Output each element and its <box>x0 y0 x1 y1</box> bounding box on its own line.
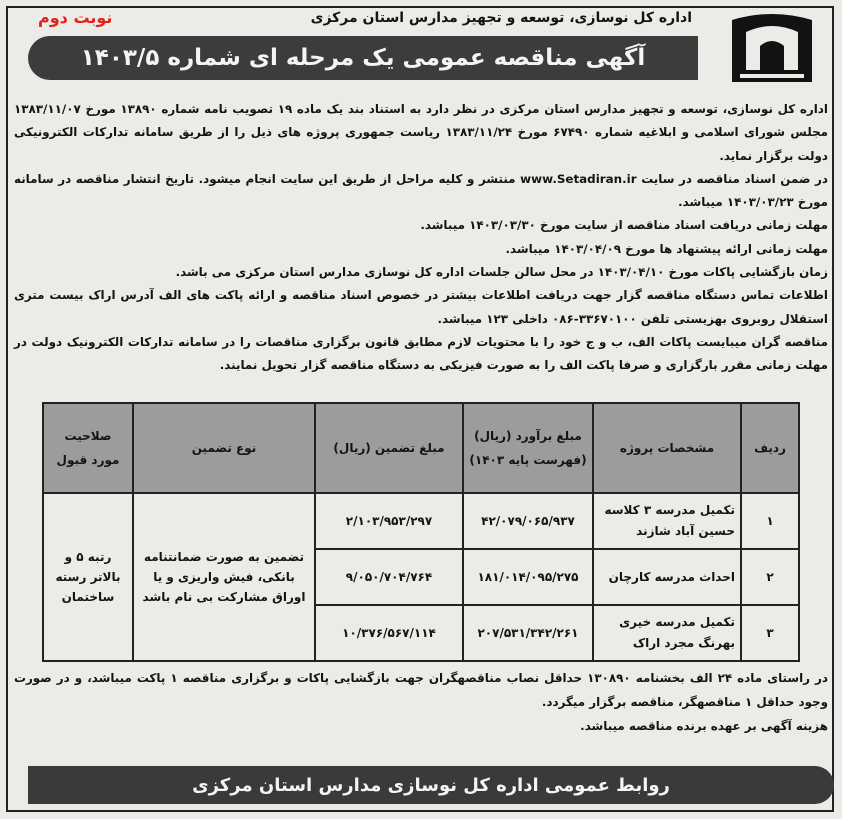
project-name: احداث مدرسه کارچان <box>593 549 741 605</box>
header-qualification: صلاحیت مورد قبول <box>43 403 133 493</box>
guarantee-amount: ۱۰/۳۷۶/۵۶۷/۱۱۴ <box>315 605 463 661</box>
header-estimate-line1: مبلغ برآورد (ریال) <box>474 429 582 443</box>
documents-text-end: منتشر و کلیه مراحل از طریق این سایت انجام میشود. تاریخ انتشار مناقصه در سامانه مورخ ۱۴۰۳/۰۳/۲۳ میباشد. <box>14 171 828 210</box>
organization-name: اداره کل نوسازی، توسعه و تجهیز مدارس استان مرکزی <box>310 10 692 26</box>
public-relations-signature: روابط عمومی اداره کل نوسازی مدارس استان مرکزی <box>192 774 670 796</box>
opening-time: زمان بازگشایی پاکات مورخ ۱۴۰۳/۰۴/۱۰ در محل سالن جلسات اداره کل نوسازی مدارس استان مرکزی می باشد. <box>175 265 828 280</box>
notice-body <box>14 98 828 378</box>
submission-instructions: مناقصه گران میبایست پاکات الف، ب و ج خود را با محتویات لازم مطابق قانون برگزاری مناقصات را در سامانه تدارکات الکترونیک دولت در مهلت زمانی مقرر بارگزاری و صرفا پاکت الف را به صورت فیزیکی به دستگاه مناقصه گزار تحویل نمایند. <box>14 334 828 373</box>
title-banner <box>28 36 698 80</box>
row-number: ۲ <box>741 549 799 605</box>
header-estimate-line2: (فهرست پایه ۱۴۰۳) <box>469 453 587 467</box>
header-row-number: ردیف <box>741 403 799 493</box>
publication-round-label: نوبت دوم <box>38 8 113 27</box>
project-name: تکمیل مدرسه ۳ کلاسه حسین آباد شازند <box>593 493 741 549</box>
proposal-deadline: مهلت زمانی ارائه پیشنهاد ها مورخ ۱۴۰۳/۰۴/۰۹ میباشد. <box>505 241 828 256</box>
documents-text-start: در ضمن اسناد مناقصه در سایت <box>641 171 828 186</box>
organization-emblem-icon <box>716 12 828 86</box>
table-row <box>43 493 799 549</box>
table-header-row <box>43 403 799 493</box>
contact-info: اطلاعات تماس دستگاه مناقصه گزار جهت دریافت اطلاعات بیشتر در خصوص اسناد مناقصه و ارائه پاکت های الف آدرس اراک بیست متری استقلال روبروی بهزیستی تلفن ۳۳۶۷۰۱۰۰-۰۸۶ داخلی ۱۲۳ میباشد. <box>14 288 828 326</box>
documents-paragraph <box>14 168 828 215</box>
qualification: رتبه ۵ و بالاتر رسته ساختمان <box>43 493 133 661</box>
projects-table <box>42 402 800 662</box>
quorum-note: در راستای ماده ۲۴ الف بخشنامه ۱۳۰۸۹۰ حداقل نصاب مناقصهگران جهت بازگشایی پاکات و برگزاری مناقصه ۱ پاکت میباشد، و در صورت وجود حداقل ۱ مناقصهگر، مناقصه برگزار میگردد. <box>14 671 829 709</box>
document-deadline: مهلت زمانی دریافت اسناد مناقصه از سایت مورخ ۱۴۰۳/۰۳/۳۰ میباشد. <box>420 218 828 233</box>
notice-title: آگهی مناقصه عمومی یک مرحله ای شماره ۱۴۰۳/۵ <box>80 45 646 71</box>
intro-paragraph: اداره کل نوسازی، توسعه و تجهیز مدارس استان مرکزی در نظر دارد به استناد بند یک ماده ۱۹ تصویب نامه شماره ۱۳۸۹۰ مورخ ۱۳۸۳/۱۱/۰۷ مجلس شورای اسلامی و ابلاغیه شماره ۶۷۴۹۰ مورخ ۱۳۸۳/۱۱/۲۴ ریاست جمهوری پروژه های ذیل را از طریق سامانه تدارکات الکترونیکی دولت برگزار نماید. <box>14 102 829 163</box>
footer-banner <box>28 766 834 804</box>
header-guarantee-amount: مبلغ تضمین (ریال) <box>315 403 463 493</box>
project-name: تکمیل مدرسه خیری بهرنگ مجرد اراک <box>593 605 741 661</box>
website-link[interactable]: www.Setadiran.ir <box>520 171 637 186</box>
row-number: ۳ <box>741 605 799 661</box>
header-project: مشخصات پروژه <box>593 403 741 493</box>
guarantee-type: تضمین به صورت ضمانتنامه بانکی، فیش واریزی و یا اوراق مشارکت بی نام باشد <box>133 493 315 661</box>
row-number: ۱ <box>741 493 799 549</box>
header-guarantee-type: نوع تضمین <box>133 403 315 493</box>
footer-notes <box>14 666 828 738</box>
estimate-amount: ۱۸۱/۰۱۴/۰۹۵/۲۷۵ <box>463 549 593 605</box>
header-estimate <box>463 403 593 493</box>
guarantee-amount: ۹/۰۵۰/۷۰۴/۷۶۴ <box>315 549 463 605</box>
cost-note: هزینه آگهی بر عهده برنده مناقصه میباشد. <box>580 719 828 733</box>
estimate-amount: ۴۲/۰۷۹/۰۶۵/۹۳۷ <box>463 493 593 549</box>
estimate-amount: ۲۰۷/۵۳۱/۳۴۲/۲۶۱ <box>463 605 593 661</box>
guarantee-amount: ۲/۱۰۳/۹۵۳/۲۹۷ <box>315 493 463 549</box>
